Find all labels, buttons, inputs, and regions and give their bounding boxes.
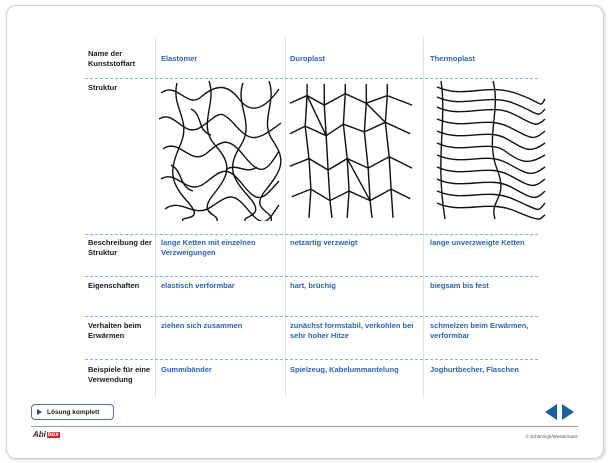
- copyright-text: © Schöningh/Westermann: [525, 434, 578, 439]
- row-label-beschreibung: Beschreibung der Struktur: [88, 238, 152, 257]
- cell-verhalten-thermoplast: schmelzen beim Erwärmen, verformbar: [430, 321, 529, 340]
- struktur-label: Struktur: [88, 83, 118, 92]
- cell-beispiele-thermoplast: Joghurtbecher, Flaschen: [430, 365, 519, 374]
- abibox-logo: [33, 430, 60, 439]
- row-label-eigenschaften: Eigenschaften: [88, 281, 140, 290]
- row-label-beispiele: Beispiele für eine Verwendung: [88, 365, 151, 384]
- header-label: Name der Kunststoffart: [88, 49, 136, 68]
- row-divider: [85, 359, 538, 360]
- footer-divider: [31, 426, 578, 427]
- logo-text: Abi: [33, 430, 46, 439]
- column-divider: [285, 36, 286, 398]
- cell-beschreibung-duroplast: netzartig verzweigt: [290, 238, 358, 247]
- row-divider: [85, 276, 538, 277]
- cell-beispiele-duroplast: Spielzeug, Kabelummantelung: [290, 365, 399, 374]
- column-divider: [155, 36, 156, 398]
- cell-beispiele-elastomer: Gummibänder: [161, 365, 212, 374]
- column-header-thermoplast: Thermoplast: [430, 54, 476, 63]
- column-divider: [423, 36, 424, 398]
- cell-eigenschaften-duroplast: hart, brüchig: [290, 281, 336, 290]
- cell-eigenschaften-elastomer: elastisch verformbar: [161, 281, 235, 290]
- row-divider: [85, 316, 538, 317]
- previous-arrow-icon[interactable]: [545, 404, 557, 420]
- next-arrow-icon[interactable]: [562, 404, 574, 420]
- thermoplast-structure-image: [428, 79, 554, 221]
- row-divider: [85, 234, 538, 235]
- cell-verhalten-elastomer: ziehen sich zusammen: [161, 321, 243, 330]
- cell-eigenschaften-thermoplast: biegsam bis fest: [430, 281, 489, 290]
- slide-frame: [6, 5, 604, 459]
- column-header-duroplast: Duroplast: [290, 54, 326, 63]
- duroplast-structure-image: [288, 79, 414, 221]
- loesung-komplett-label: Lösung komplett: [47, 408, 100, 416]
- row-label-verhalten: Verhalten beim Erwärmen: [88, 321, 142, 340]
- logo-box: box: [47, 432, 59, 438]
- cell-beschreibung-thermoplast: lange unverzweigte Ketten: [430, 238, 525, 247]
- cell-beschreibung-elastomer: lange Ketten mit einzelnen Verzweigungen: [161, 238, 256, 257]
- cell-verhalten-duroplast: zunächst formstabil, verkohlen bei sehr hoher Hitze: [290, 321, 414, 340]
- column-header-elastomer: Elastomer: [161, 54, 198, 63]
- play-icon: [37, 409, 42, 415]
- elastomer-structure-image: [157, 79, 283, 221]
- loesung-komplett-button[interactable]: [31, 404, 114, 420]
